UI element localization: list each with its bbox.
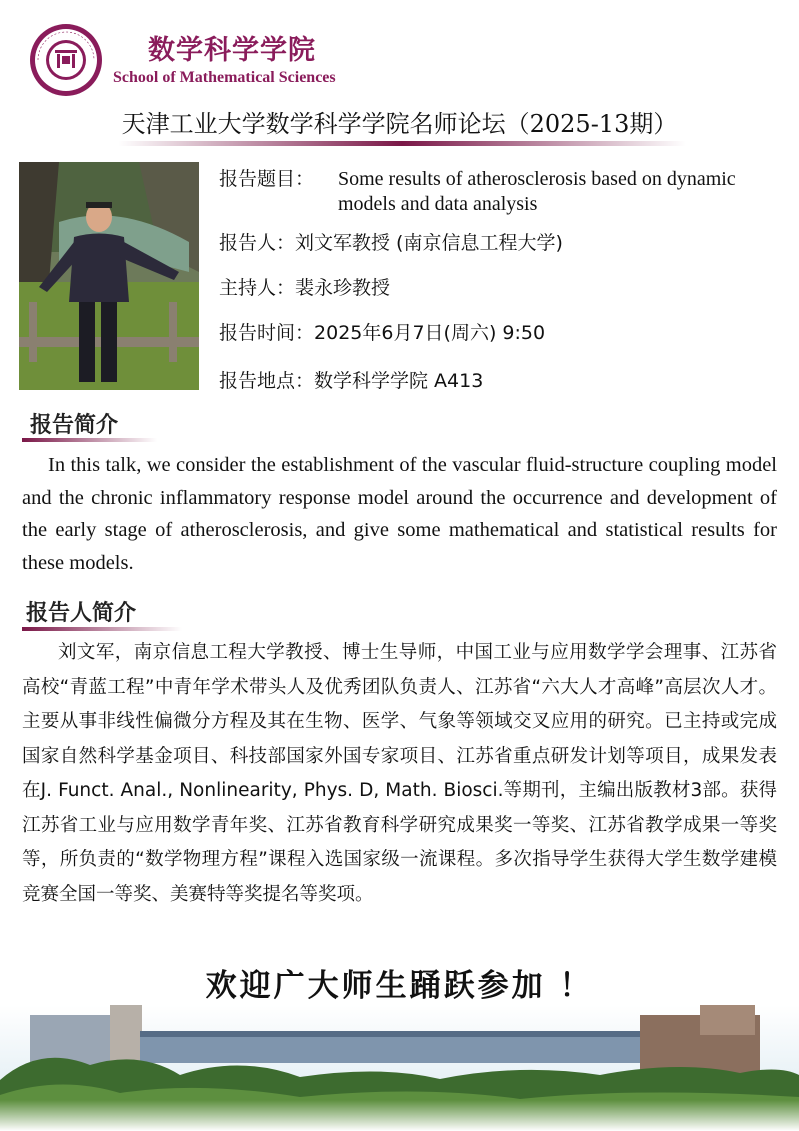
host-value: 裴永珍教授	[295, 277, 391, 299]
topic-value: Some results of atherosclerosis based on dynamic models and data analysis	[338, 168, 736, 215]
school-name-cn: 数学科学学院	[148, 35, 316, 66]
speaker-row	[219, 231, 563, 255]
campus-illustration	[0, 1005, 799, 1131]
school-name-en: School of Mathematical Sciences	[113, 69, 336, 86]
abstract-heading-underline	[22, 438, 157, 442]
bio-heading-underline	[22, 627, 182, 631]
speaker-label: 报告人：	[219, 232, 296, 254]
place-label: 报告地点：	[219, 370, 315, 392]
welcome-text: 欢迎广大师生踊跃参加 ！	[205, 968, 594, 1004]
time-value: 2025年6月7日(周六) 9:50	[314, 322, 546, 344]
bio-heading: 报告人简介	[26, 601, 137, 626]
abstract-text: In this talk, we consider the establishment of the vascular fluid-structure coupling model and the chronic inflammatory response model around the occurrence and development of the early stage of atherosclerosis, and give some mathematical and statistical results for these models.	[22, 454, 777, 574]
time-label: 报告时间：	[219, 322, 315, 344]
forum-title: 天津工业大学数学科学学院名师论坛（2025-13期）	[121, 110, 678, 138]
bio-text: 刘文军，南京信息工程大学教授、博士生导师，中国工业与应用数学学会理事、江苏省高校“青蓝工程”中青年学术带头人及优秀团队负责人、江苏省“六大人才高峰”高层次人才。主要从事非线性偏微分方程及其在生物、医学、气象等领域交叉应用的研究。已主持或完成国家自然科学基金项目、科技部国家外国专家项目、江苏省重点研发计划等项目，成果发表在J. Funct. Anal., Nonlinearity, Phys. D, Math. Biosci.等期刊，主编出版教材3部。获得江苏省工业与应用数学青年奖、江苏省教育科学研究成果奖一等奖、江苏省教学成果一等奖等，所负责的“数学物理方程”课程入选国家级一流课程。多次指导学生获得大学生数学建模竞赛全国一等奖、美赛特等奖提名等奖项。	[22, 642, 777, 905]
time-row	[219, 321, 545, 345]
title-underline	[118, 141, 686, 146]
host-row	[219, 276, 390, 300]
abstract-heading: 报告简介	[30, 413, 119, 438]
place-value: 数学科学学院 A413	[314, 370, 484, 392]
topic-row	[219, 167, 314, 191]
topic-label: 报告题目：	[219, 168, 315, 190]
host-label: 主持人：	[219, 277, 296, 299]
speaker-photo	[19, 162, 199, 390]
university-seal-logo	[28, 22, 104, 98]
speaker-value: 刘文军教授 (南京信息工程大学)	[295, 232, 563, 254]
place-row	[219, 369, 483, 393]
